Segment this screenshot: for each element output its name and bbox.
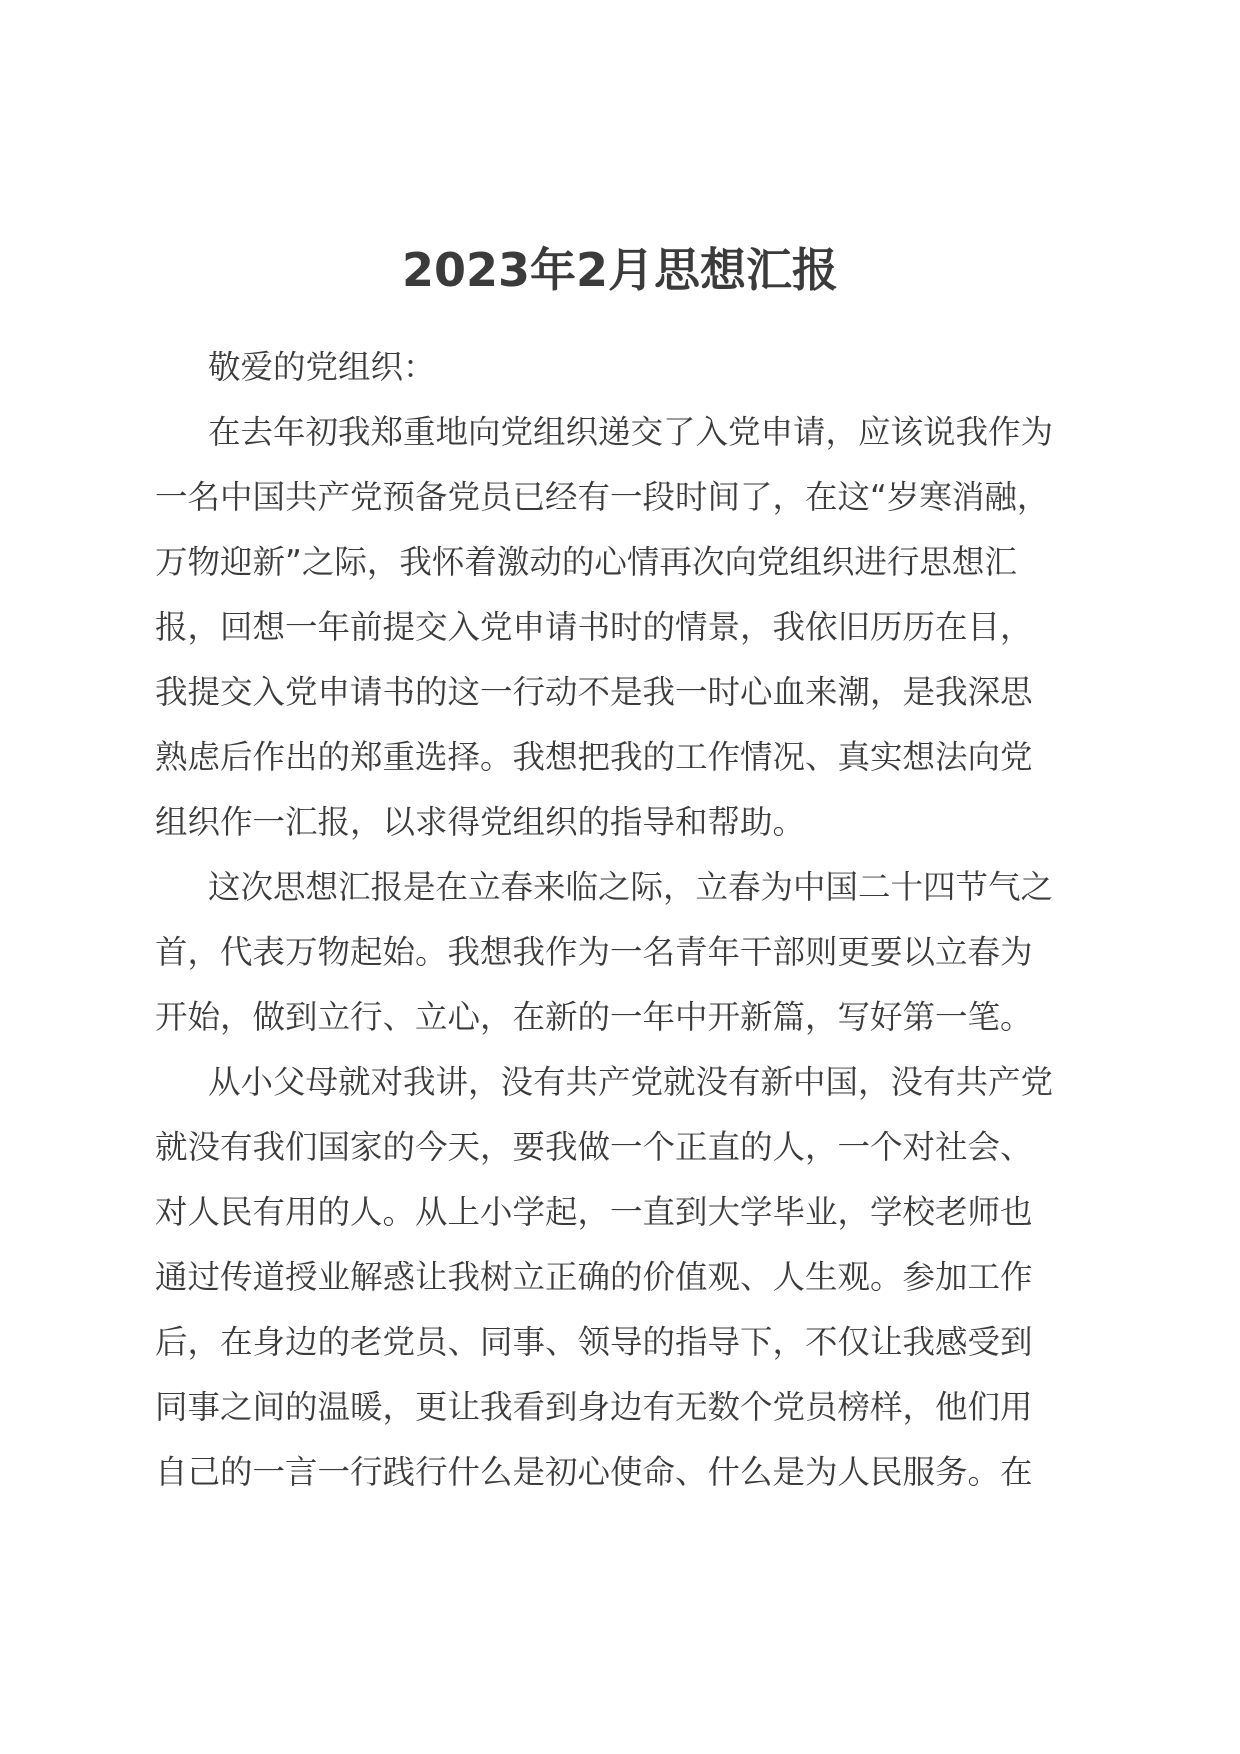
paragraph-line: 我提交入党申请书的这一行动不是我一时心血来潮，是我深思 [155, 673, 1033, 711]
paragraph-line: 熟虑后作出的郑重选择。我想把我的工作情况、真实想法向党 [155, 738, 1033, 776]
paragraph-line: 万物迎新”之际，我怀着激动的心情再次向党组织进行思想汇 [155, 543, 1017, 581]
document-title: 2023年2月思想汇报 [401, 243, 839, 297]
paragraph-line: 同事之间的温暖，更让我看到身边有无数个党员榜样，他们用 [155, 1388, 1033, 1426]
paragraph-line: 首，代表万物起始。我想我作为一名青年干部则更要以立春为 [155, 933, 1033, 971]
paragraph-line: 开始，做到立行、立心，在新的一年中开新篇，写好第一笔。 [155, 998, 1033, 1036]
paragraph-line: 一名中国共产党预备党员已经有一段时间了，在这“岁寒消融， [155, 478, 1050, 516]
paragraph-line: 组织作一汇报，以求得党组织的指导和帮助。 [155, 803, 806, 841]
paragraph-line: 自己的一言一行践行什么是初心使命、什么是为人民服务。在 [155, 1453, 1033, 1491]
paragraph-line: 这次思想汇报是在立春来临之际，立春为中国二十四节气之 [208, 868, 1054, 906]
paragraph-line: 在去年初我郑重地向党组织递交了入党申请，应该说我作为 [208, 413, 1054, 451]
paragraph-line: 报，回想一年前提交入党申请书时的情景，我依旧历历在目， [155, 608, 1033, 646]
paragraph-line: 对人民有用的人。从上小学起，一直到大学毕业，学校老师也 [155, 1193, 1033, 1231]
paragraph-line: 通过传道授业解惑让我树立正确的价值观、人生观。参加工作 [155, 1258, 1033, 1296]
paragraph-line: 后，在身边的老党员、同事、领导的指导下，不仅让我感受到 [155, 1323, 1033, 1361]
salutation-line: 敬爱的党组织： [208, 348, 436, 386]
document-body [155, 335, 1087, 1505]
paragraph-line: 从小父母就对我讲，没有共产党就没有新中国，没有共产党 [208, 1063, 1054, 1101]
paragraph-line: 就没有我们国家的今天，要我做一个正直的人，一个对社会、 [155, 1128, 1033, 1166]
